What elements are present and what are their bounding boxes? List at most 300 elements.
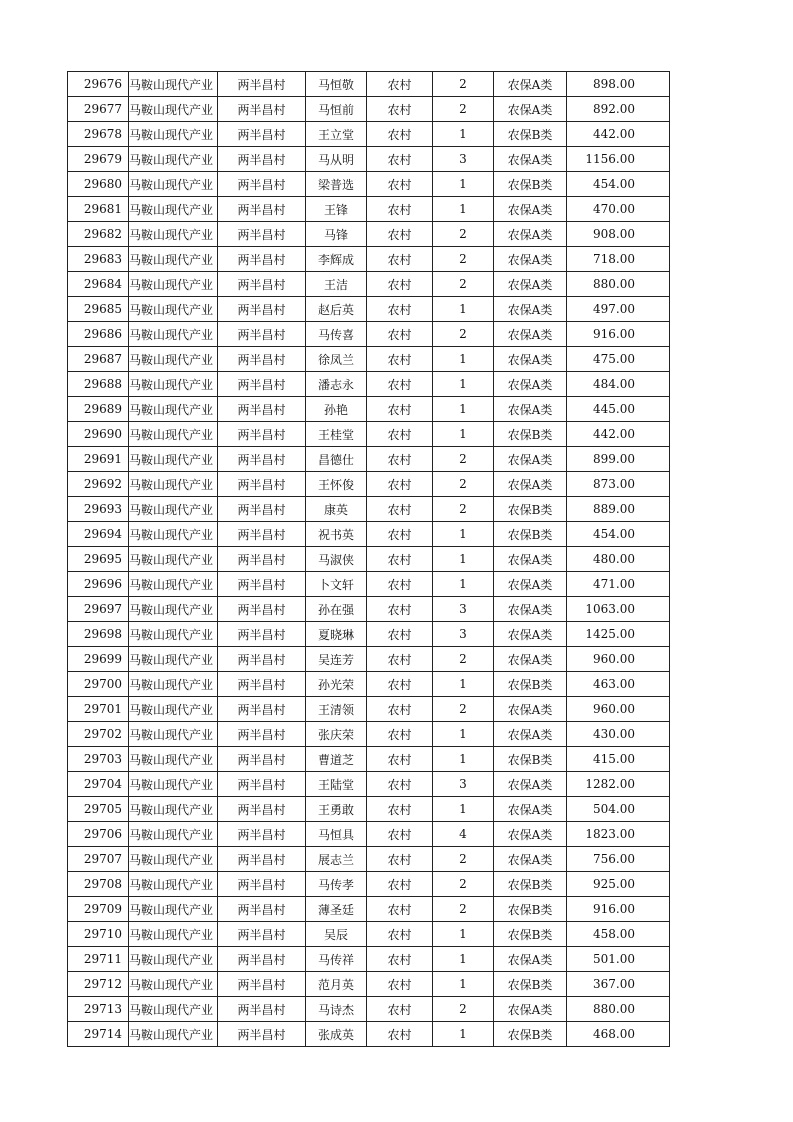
area-cell: 农村 [367,872,433,897]
amount-cell: 475.00 [567,347,670,372]
name-cell: 马恒前 [306,97,367,122]
amount-cell: 1823.00 [567,822,670,847]
table-row [68,572,670,597]
name-cell: 康英 [306,497,367,522]
insurance-type-cell: 农保A类 [494,347,567,372]
insurance-type-cell: 农保A类 [494,797,567,822]
org-cell: 马鞍山现代产业 [129,872,218,897]
record-id-cell: 29701 [68,697,129,722]
record-id-cell: 29706 [68,822,129,847]
org-cell: 马鞍山现代产业 [129,422,218,447]
insurance-type-cell: 农保B类 [494,422,567,447]
village-cell: 两半昌村 [218,122,306,147]
area-cell: 农村 [367,122,433,147]
amount-cell: 898.00 [567,72,670,97]
table-row [68,822,670,847]
insurance-type-cell: 农保A类 [494,947,567,972]
insurance-type-cell: 农保A类 [494,772,567,797]
village-cell: 两半昌村 [218,922,306,947]
village-cell: 两半昌村 [218,797,306,822]
amount-cell: 463.00 [567,672,670,697]
village-cell: 两半昌村 [218,747,306,772]
count-cell: 1 [433,347,494,372]
record-id-cell: 29699 [68,647,129,672]
insurance-type-cell: 农保A类 [494,322,567,347]
name-cell: 马恒具 [306,822,367,847]
count-cell: 2 [433,897,494,922]
village-cell: 两半昌村 [218,772,306,797]
area-cell: 农村 [367,972,433,997]
area-cell: 农村 [367,97,433,122]
org-cell: 马鞍山现代产业 [129,972,218,997]
name-cell: 王锋 [306,197,367,222]
org-cell: 马鞍山现代产业 [129,72,218,97]
name-cell: 潘志永 [306,372,367,397]
area-cell: 农村 [367,847,433,872]
table-row [68,422,670,447]
village-cell: 两半昌村 [218,347,306,372]
insurance-type-cell: 农保A类 [494,197,567,222]
org-cell: 马鞍山现代产业 [129,497,218,522]
amount-cell: 892.00 [567,97,670,122]
village-cell: 两半昌村 [218,972,306,997]
table-row [68,972,670,997]
village-cell: 两半昌村 [218,647,306,672]
amount-cell: 454.00 [567,172,670,197]
village-cell: 两半昌村 [218,422,306,447]
name-cell: 夏晓琳 [306,622,367,647]
name-cell: 王怀俊 [306,472,367,497]
name-cell: 孙在强 [306,597,367,622]
org-cell: 马鞍山现代产业 [129,1022,218,1047]
org-cell: 马鞍山现代产业 [129,397,218,422]
amount-cell: 1063.00 [567,597,670,622]
village-cell: 两半昌村 [218,447,306,472]
count-cell: 2 [433,997,494,1022]
count-cell: 1 [433,197,494,222]
count-cell: 3 [433,772,494,797]
name-cell: 曹道芝 [306,747,367,772]
name-cell: 范月英 [306,972,367,997]
name-cell: 马传孝 [306,872,367,897]
table-row [68,847,670,872]
area-cell: 农村 [367,497,433,522]
org-cell: 马鞍山现代产业 [129,772,218,797]
amount-cell: 889.00 [567,497,670,522]
insurance-type-cell: 农保A类 [494,622,567,647]
name-cell: 吴连芳 [306,647,367,672]
area-cell: 农村 [367,397,433,422]
name-cell: 马从明 [306,147,367,172]
table-row [68,247,670,272]
amount-cell: 442.00 [567,422,670,447]
record-id-cell: 29680 [68,172,129,197]
name-cell: 马传祥 [306,947,367,972]
insurance-type-cell: 农保A类 [494,597,567,622]
village-cell: 两半昌村 [218,722,306,747]
insurance-type-cell: 农保A类 [494,222,567,247]
insurance-type-cell: 农保A类 [494,822,567,847]
org-cell: 马鞍山现代产业 [129,522,218,547]
count-cell: 1 [433,172,494,197]
count-cell: 2 [433,472,494,497]
village-cell: 两半昌村 [218,697,306,722]
count-cell: 2 [433,72,494,97]
amount-cell: 480.00 [567,547,670,572]
amount-cell: 470.00 [567,197,670,222]
area-cell: 农村 [367,422,433,447]
org-cell: 马鞍山现代产业 [129,922,218,947]
village-cell: 两半昌村 [218,472,306,497]
name-cell: 马传喜 [306,322,367,347]
village-cell: 两半昌村 [218,622,306,647]
record-id-cell: 29713 [68,997,129,1022]
count-cell: 2 [433,272,494,297]
area-cell: 农村 [367,622,433,647]
table-row [68,147,670,172]
insurance-type-cell: 农保B类 [494,922,567,947]
insurance-type-cell: 农保A类 [494,247,567,272]
record-id-cell: 29696 [68,572,129,597]
village-cell: 两半昌村 [218,822,306,847]
area-cell: 农村 [367,747,433,772]
table-row [68,97,670,122]
area-cell: 农村 [367,772,433,797]
amount-cell: 501.00 [567,947,670,972]
org-cell: 马鞍山现代产业 [129,822,218,847]
amount-cell: 430.00 [567,722,670,747]
count-cell: 1 [433,547,494,572]
name-cell: 马淑侠 [306,547,367,572]
insurance-type-cell: 农保A类 [494,97,567,122]
table-row [68,322,670,347]
count-cell: 2 [433,247,494,272]
amount-cell: 504.00 [567,797,670,822]
area-cell: 农村 [367,522,433,547]
insurance-type-cell: 农保A类 [494,147,567,172]
village-cell: 两半昌村 [218,947,306,972]
village-cell: 两半昌村 [218,97,306,122]
table-row [68,472,670,497]
insurance-type-cell: 农保A类 [494,447,567,472]
amount-cell: 367.00 [567,972,670,997]
name-cell: 马锋 [306,222,367,247]
name-cell: 孙光荣 [306,672,367,697]
records-table [67,71,670,1047]
amount-cell: 1156.00 [567,147,670,172]
insurance-type-cell: 农保B类 [494,522,567,547]
table-row [68,722,670,747]
insurance-type-cell: 农保B类 [494,872,567,897]
amount-cell: 1282.00 [567,772,670,797]
record-id-cell: 29679 [68,147,129,172]
table-body [68,72,670,1047]
record-id-cell: 29704 [68,772,129,797]
amount-cell: 960.00 [567,647,670,672]
insurance-type-cell: 农保B类 [494,672,567,697]
count-cell: 4 [433,822,494,847]
record-id-cell: 29711 [68,947,129,972]
table-row [68,872,670,897]
area-cell: 农村 [367,172,433,197]
village-cell: 两半昌村 [218,597,306,622]
name-cell: 王立堂 [306,122,367,147]
name-cell: 张庆荣 [306,722,367,747]
name-cell: 王勇敢 [306,797,367,822]
village-cell: 两半昌村 [218,572,306,597]
village-cell: 两半昌村 [218,897,306,922]
area-cell: 农村 [367,572,433,597]
record-id-cell: 29710 [68,922,129,947]
insurance-type-cell: 农保A类 [494,472,567,497]
area-cell: 农村 [367,672,433,697]
table-row [68,922,670,947]
record-id-cell: 29687 [68,347,129,372]
insurance-type-cell: 农保A类 [494,272,567,297]
count-cell: 1 [433,972,494,997]
record-id-cell: 29689 [68,397,129,422]
table-row [68,897,670,922]
insurance-type-cell: 农保A类 [494,997,567,1022]
table-row [68,1022,670,1047]
amount-cell: 916.00 [567,322,670,347]
org-cell: 马鞍山现代产业 [129,622,218,647]
area-cell: 农村 [367,322,433,347]
village-cell: 两半昌村 [218,1022,306,1047]
insurance-type-cell: 农保A类 [494,397,567,422]
village-cell: 两半昌村 [218,197,306,222]
table-row [68,447,670,472]
org-cell: 马鞍山现代产业 [129,322,218,347]
insurance-type-cell: 农保A类 [494,547,567,572]
count-cell: 1 [433,397,494,422]
count-cell: 3 [433,622,494,647]
count-cell: 1 [433,722,494,747]
name-cell: 李辉成 [306,247,367,272]
name-cell: 张成英 [306,1022,367,1047]
insurance-type-cell: 农保B类 [494,497,567,522]
table-row [68,372,670,397]
count-cell: 1 [433,947,494,972]
amount-cell: 873.00 [567,472,670,497]
village-cell: 两半昌村 [218,372,306,397]
table-row [68,72,670,97]
count-cell: 1 [433,297,494,322]
table-row [68,122,670,147]
area-cell: 农村 [367,597,433,622]
village-cell: 两半昌村 [218,847,306,872]
org-cell: 马鞍山现代产业 [129,747,218,772]
name-cell: 王清领 [306,697,367,722]
table-row [68,797,670,822]
record-id-cell: 29692 [68,472,129,497]
name-cell: 祝书英 [306,522,367,547]
village-cell: 两半昌村 [218,297,306,322]
amount-cell: 1425.00 [567,622,670,647]
area-cell: 农村 [367,947,433,972]
count-cell: 2 [433,872,494,897]
org-cell: 马鞍山现代产业 [129,272,218,297]
name-cell: 徐凤兰 [306,347,367,372]
record-id-cell: 29683 [68,247,129,272]
org-cell: 马鞍山现代产业 [129,447,218,472]
count-cell: 1 [433,372,494,397]
org-cell: 马鞍山现代产业 [129,672,218,697]
amount-cell: 458.00 [567,922,670,947]
org-cell: 马鞍山现代产业 [129,722,218,747]
insurance-type-cell: 农保A类 [494,697,567,722]
village-cell: 两半昌村 [218,272,306,297]
table-row [68,597,670,622]
insurance-type-cell: 农保B类 [494,122,567,147]
org-cell: 马鞍山现代产业 [129,572,218,597]
count-cell: 1 [433,922,494,947]
village-cell: 两半昌村 [218,172,306,197]
amount-cell: 442.00 [567,122,670,147]
org-cell: 马鞍山现代产业 [129,847,218,872]
amount-cell: 415.00 [567,747,670,772]
org-cell: 马鞍山现代产业 [129,222,218,247]
org-cell: 马鞍山现代产业 [129,947,218,972]
record-id-cell: 29705 [68,797,129,822]
table-row [68,397,670,422]
count-cell: 1 [433,747,494,772]
amount-cell: 471.00 [567,572,670,597]
amount-cell: 925.00 [567,872,670,897]
record-id-cell: 29709 [68,897,129,922]
insurance-type-cell: 农保B类 [494,172,567,197]
table-row [68,622,670,647]
org-cell: 马鞍山现代产业 [129,97,218,122]
insurance-type-cell: 农保A类 [494,72,567,97]
name-cell: 马恒敬 [306,72,367,97]
record-id-cell: 29682 [68,222,129,247]
village-cell: 两半昌村 [218,222,306,247]
record-id-cell: 29702 [68,722,129,747]
org-cell: 马鞍山现代产业 [129,297,218,322]
count-cell: 3 [433,147,494,172]
village-cell: 两半昌村 [218,672,306,697]
record-id-cell: 29688 [68,372,129,397]
area-cell: 农村 [367,822,433,847]
area-cell: 农村 [367,272,433,297]
name-cell: 梁普选 [306,172,367,197]
amount-cell: 718.00 [567,247,670,272]
area-cell: 农村 [367,472,433,497]
name-cell: 吴辰 [306,922,367,947]
name-cell: 王桂堂 [306,422,367,447]
name-cell: 展志兰 [306,847,367,872]
name-cell: 王陆堂 [306,772,367,797]
record-id-cell: 29676 [68,72,129,97]
insurance-type-cell: 农保B类 [494,897,567,922]
insurance-type-cell: 农保A类 [494,847,567,872]
amount-cell: 445.00 [567,397,670,422]
count-cell: 1 [433,797,494,822]
insurance-type-cell: 农保A类 [494,297,567,322]
area-cell: 农村 [367,1022,433,1047]
count-cell: 2 [433,697,494,722]
count-cell: 2 [433,647,494,672]
name-cell: 昌德仕 [306,447,367,472]
insurance-type-cell: 农保A类 [494,572,567,597]
name-cell: 卜文轩 [306,572,367,597]
table-row [68,997,670,1022]
name-cell: 薄圣廷 [306,897,367,922]
amount-cell: 454.00 [567,522,670,547]
record-id-cell: 29700 [68,672,129,697]
amount-cell: 899.00 [567,447,670,472]
insurance-type-cell: 农保B类 [494,1022,567,1047]
count-cell: 1 [433,122,494,147]
insurance-type-cell: 农保A类 [494,372,567,397]
count-cell: 1 [433,572,494,597]
table-row [68,197,670,222]
table-row [68,672,670,697]
village-cell: 两半昌村 [218,247,306,272]
area-cell: 农村 [367,797,433,822]
table-row [68,947,670,972]
area-cell: 农村 [367,297,433,322]
count-cell: 1 [433,1022,494,1047]
table-row [68,747,670,772]
area-cell: 农村 [367,997,433,1022]
record-id-cell: 29703 [68,747,129,772]
area-cell: 农村 [367,647,433,672]
insurance-type-cell: 农保A类 [494,722,567,747]
village-cell: 两半昌村 [218,997,306,1022]
count-cell: 2 [433,322,494,347]
village-cell: 两半昌村 [218,872,306,897]
table-row [68,647,670,672]
count-cell: 1 [433,522,494,547]
table-row [68,347,670,372]
area-cell: 农村 [367,197,433,222]
table-row [68,222,670,247]
amount-cell: 497.00 [567,297,670,322]
area-cell: 农村 [367,897,433,922]
org-cell: 马鞍山现代产业 [129,547,218,572]
area-cell: 农村 [367,722,433,747]
count-cell: 2 [433,447,494,472]
village-cell: 两半昌村 [218,547,306,572]
area-cell: 农村 [367,147,433,172]
amount-cell: 756.00 [567,847,670,872]
amount-cell: 908.00 [567,222,670,247]
table-row [68,522,670,547]
org-cell: 马鞍山现代产业 [129,997,218,1022]
table-row [68,497,670,522]
org-cell: 马鞍山现代产业 [129,697,218,722]
name-cell: 王洁 [306,272,367,297]
record-id-cell: 29714 [68,1022,129,1047]
amount-cell: 880.00 [567,997,670,1022]
area-cell: 农村 [367,922,433,947]
area-cell: 农村 [367,72,433,97]
name-cell: 马诗杰 [306,997,367,1022]
table-row [68,297,670,322]
record-id-cell: 29685 [68,297,129,322]
record-id-cell: 29707 [68,847,129,872]
village-cell: 两半昌村 [218,497,306,522]
org-cell: 马鞍山现代产业 [129,172,218,197]
org-cell: 马鞍山现代产业 [129,797,218,822]
amount-cell: 916.00 [567,897,670,922]
record-id-cell: 29708 [68,872,129,897]
area-cell: 农村 [367,347,433,372]
table-row [68,272,670,297]
record-id-cell: 29681 [68,197,129,222]
